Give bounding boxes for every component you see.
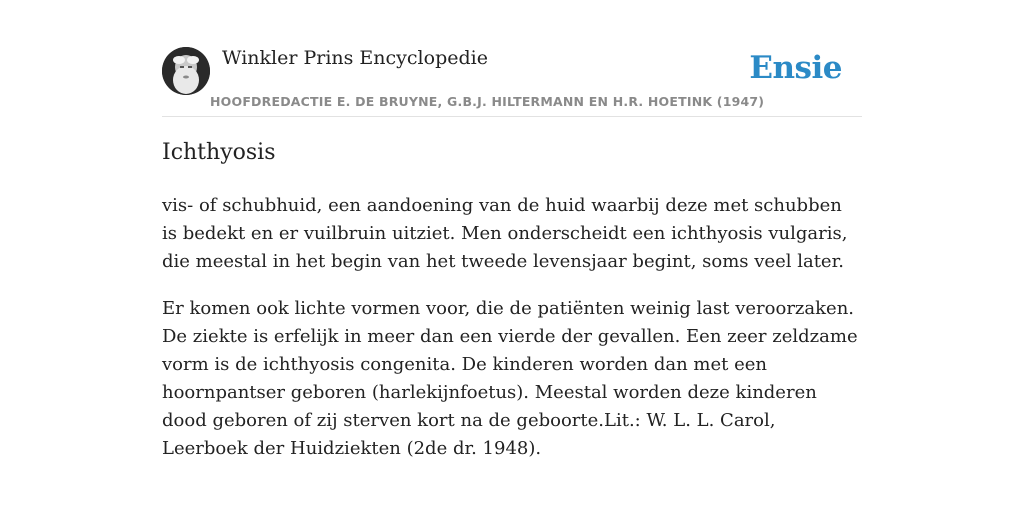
editors-line: HOOFDREDACTIE E. DE BRUYNE, G.B.J. HILTERMANN EN H.R. HOETINK (1947) xyxy=(210,94,765,109)
article-paragraph: Er komen ook lichte vormen voor, die de patiënten weinig last veroorzaken. De ziekte is erfelijk in meer dan een vierde der gevallen. Een zeer zeldzame vorm is de ichthyosis congenita. De kinderen worden dan met een hoornpantser geboren (harlekijnfoetus). Meestal worden deze kinderen dood geboren of zij sterven kort na de geboorte.Lit.: W. L. L. Carol, Leerboek der Huidziekten (2de dr. 1948). xyxy=(162,298,858,459)
site-title[interactable]: Winkler Prins Encyclopedie xyxy=(222,47,488,69)
author-portrait[interactable] xyxy=(162,47,210,95)
brand-logo[interactable]: Ensie xyxy=(749,50,842,86)
article-paragraph: vis- of schubhuid, een aandoening van de huid waarbij deze met schubben is bedekt en er vuilbruin uitziet. Men onderscheidt een ichthyosis vulgaris, die meestal in het begin van het tweede levensjaar begint, soms veel later. xyxy=(162,195,848,272)
article-body xyxy=(162,192,862,482)
article-title: Ichthyosis xyxy=(162,140,276,165)
site-header xyxy=(162,44,862,117)
